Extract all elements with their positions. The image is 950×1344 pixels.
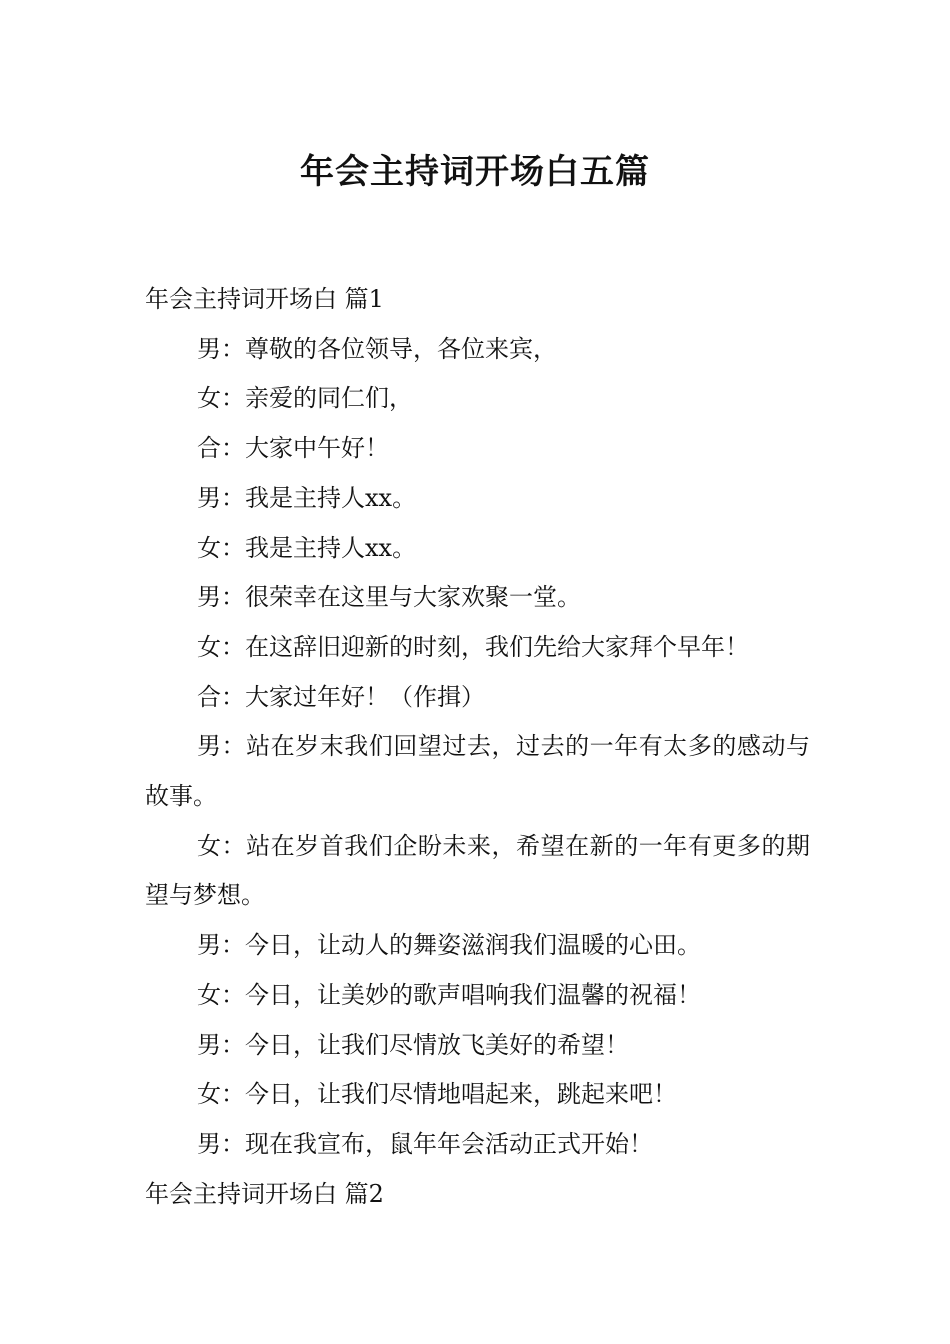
paragraph: 合：大家过年好！（作揖）: [197, 682, 485, 711]
page-title: 年会主持词开场白五篇: [300, 151, 650, 192]
paragraph: 女：今日，让美妙的歌声唱响我们温馨的祝福！: [197, 980, 701, 1009]
paragraph: 男：站在岁末我们回望过去，过去的一年有太多的感动与故事。: [145, 732, 810, 811]
paragraph: 男：尊敬的各位领导，各位来宾，: [197, 334, 557, 363]
document-body: [145, 275, 810, 1219]
paragraph: 男：我是主持人xx。: [197, 483, 417, 512]
paragraph: 女：站在岁首我们企盼未来，希望在新的一年有更多的期望与梦想。: [145, 831, 810, 910]
paragraph: 男：现在我宣布，鼠年年会活动正式开始！: [197, 1129, 653, 1158]
paragraph: 女：今日，让我们尽情地唱起来，跳起来吧！: [197, 1080, 677, 1109]
paragraph: 男：很荣幸在这里与大家欢聚一堂。: [197, 583, 581, 612]
section-heading: 年会主持词开场白 篇2: [145, 1179, 384, 1208]
paragraph: 女：亲爱的同仁们，: [197, 384, 413, 413]
paragraph: 女：在这辞旧迎新的时刻，我们先给大家拜个早年！: [197, 632, 749, 661]
paragraph: 男：今日，让我们尽情放飞美好的希望！: [197, 1030, 629, 1059]
paragraph: 合：大家中午好！: [197, 434, 389, 463]
paragraph: 女：我是主持人xx。: [197, 533, 417, 562]
paragraph: 男：今日，让动人的舞姿滋润我们温暖的心田。: [197, 931, 701, 960]
section-heading: 年会主持词开场白 篇1: [145, 285, 384, 313]
